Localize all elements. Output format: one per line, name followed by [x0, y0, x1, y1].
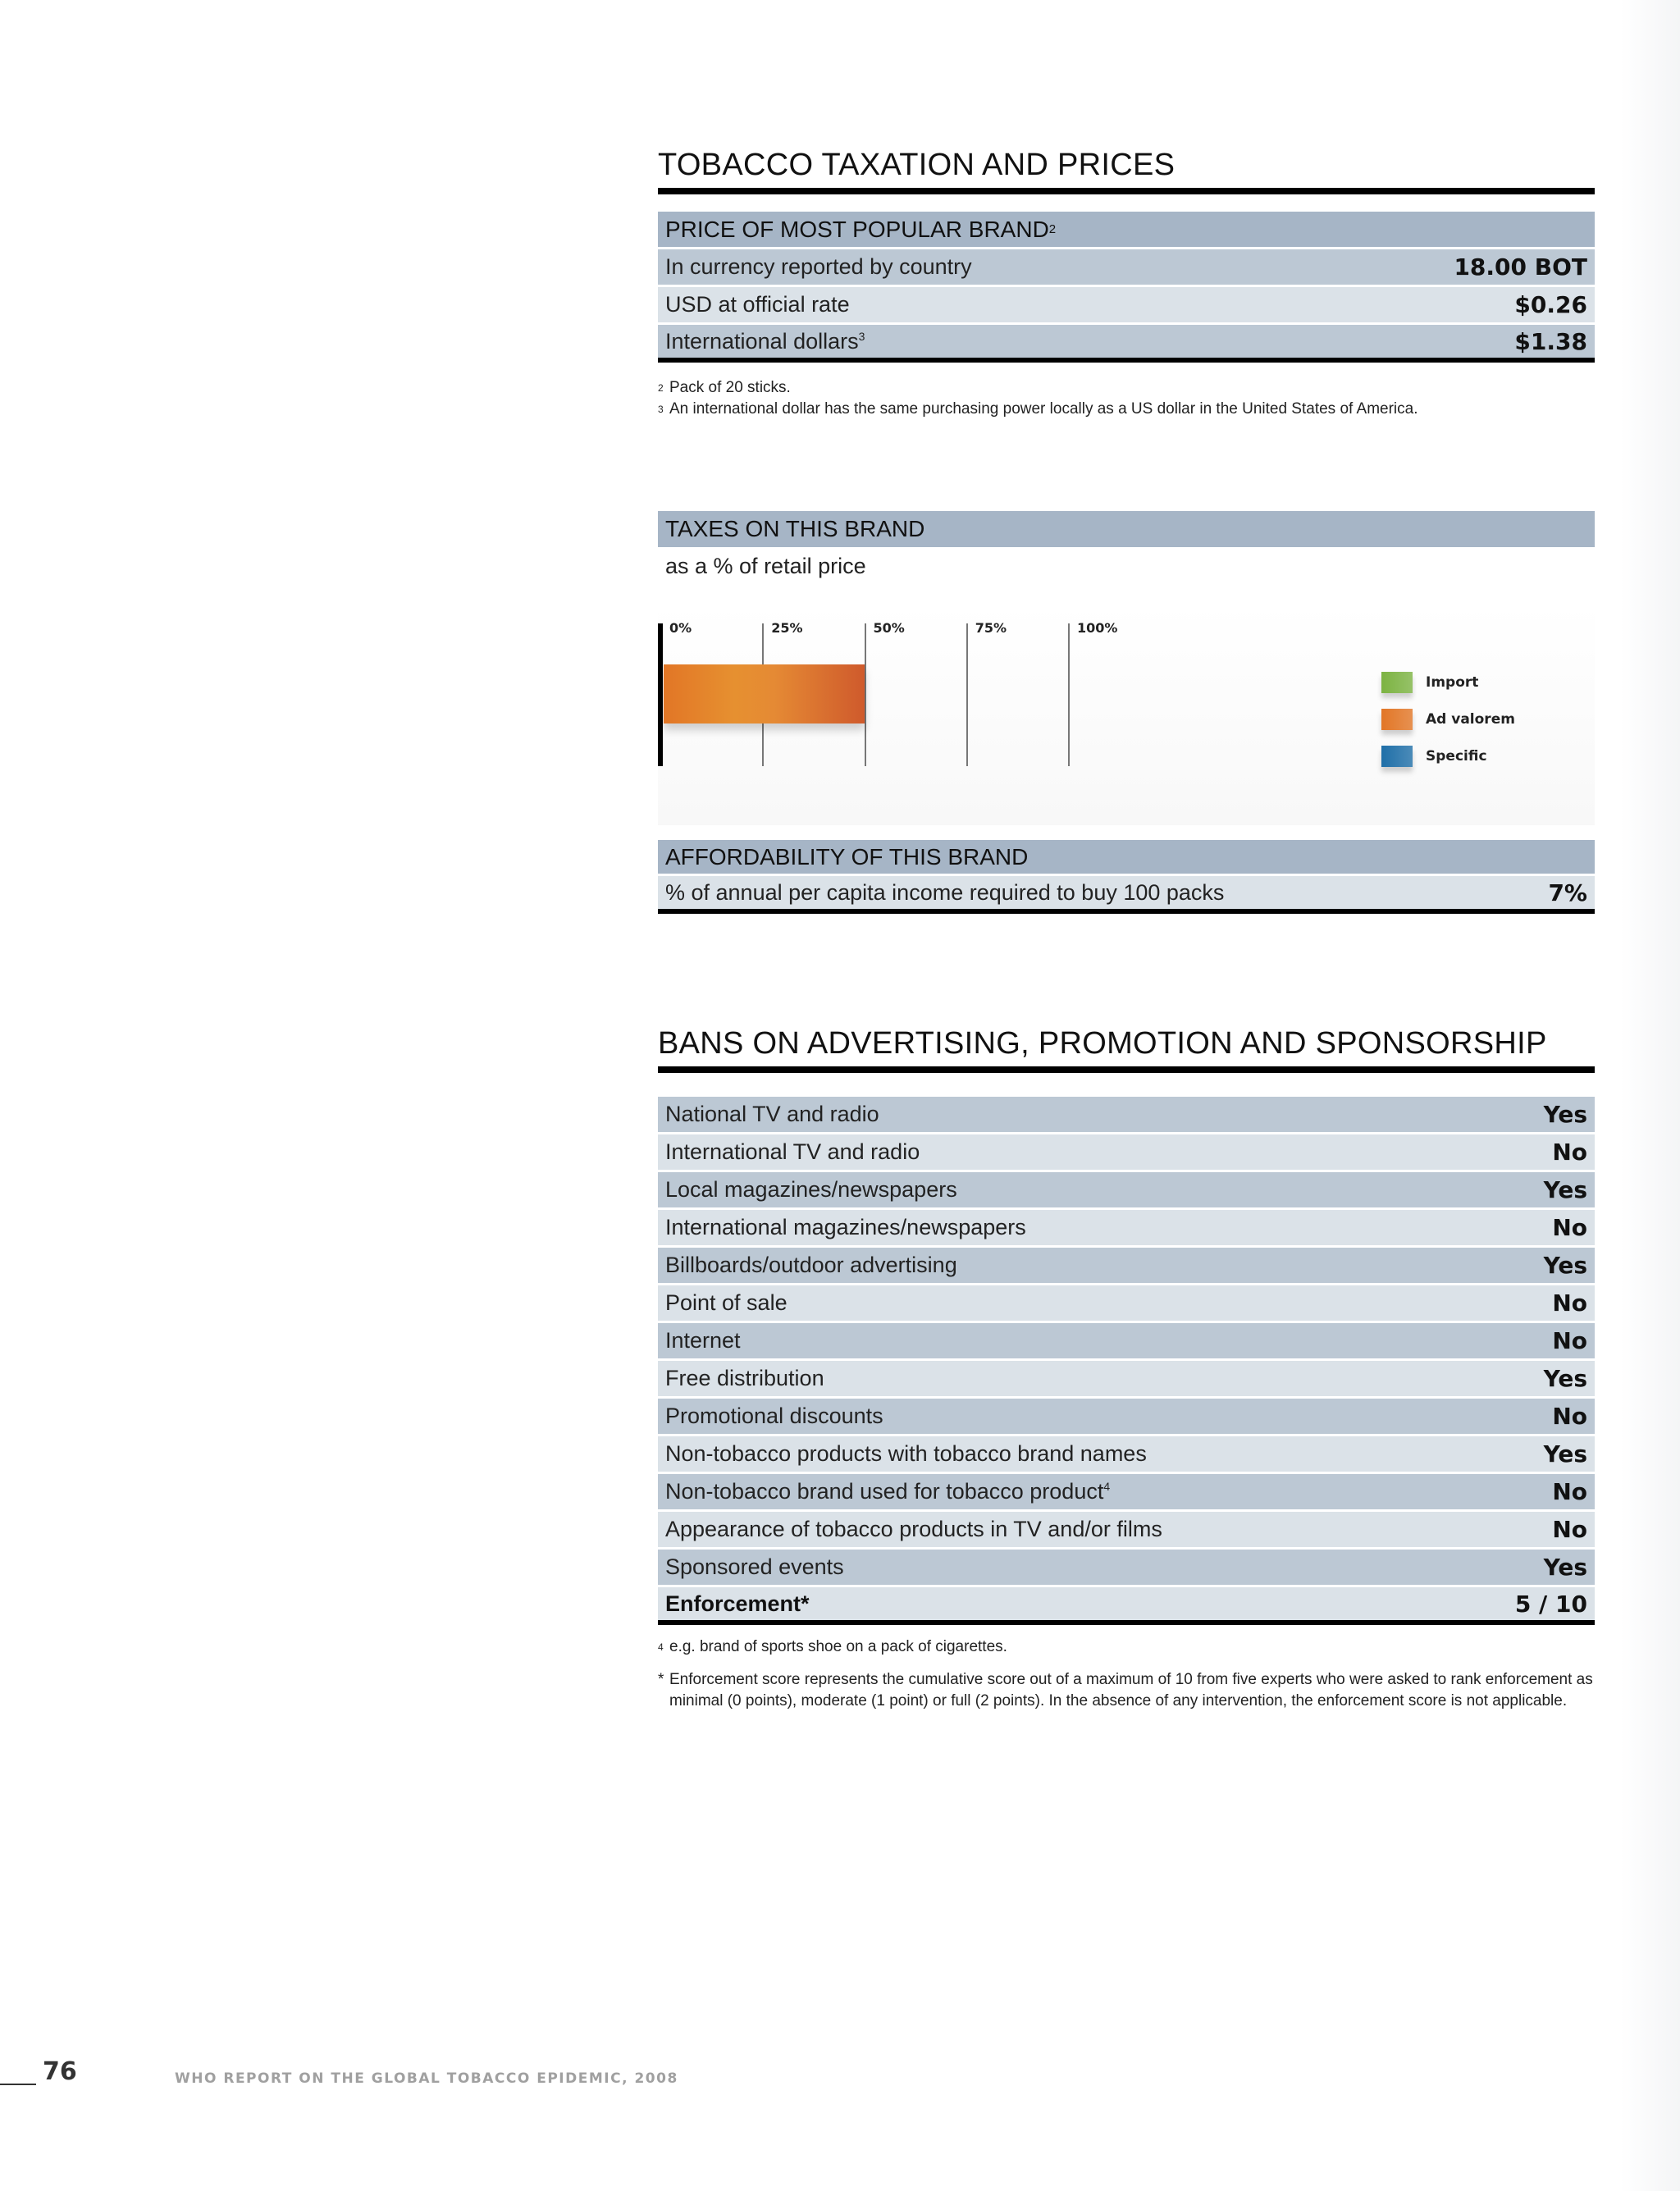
tick-label: 25% — [771, 620, 803, 636]
table-row — [658, 1172, 1595, 1210]
page-edge-shade — [1620, 0, 1680, 2191]
taxes-subheader: as a % of retail price — [665, 554, 866, 578]
price-header-sup: 2 — [1048, 222, 1057, 236]
bans-footnotes — [658, 1636, 1595, 1712]
legend-swatch — [1381, 709, 1413, 730]
footnote: 4 e.g. brand of sports shoe on a pack of cigarettes. — [658, 1638, 1007, 1655]
bans-section — [658, 1026, 1595, 1712]
table-row — [658, 1323, 1595, 1361]
tick-line — [966, 623, 968, 766]
table-row — [658, 1399, 1595, 1436]
row-value: Yes — [1543, 1440, 1587, 1468]
footnote: * Enforcement score represents the cumulative score out of a maximum of 10 from five experts who were asked to rank enforcement as minimal (0 points), moderate (1 point) or full (2 points). In the absence of any intervention, the enforcement score is not applicable. — [658, 1671, 1593, 1709]
page-number: 76 — [43, 2057, 77, 2086]
table-row — [658, 1474, 1595, 1512]
row-label: National TV and radio — [665, 1102, 879, 1126]
row-label: Non-tobacco brand used for tobacco product$^4$ — [665, 1479, 1111, 1504]
legend-label: Import — [1426, 674, 1479, 691]
row-label: Internet — [665, 1328, 741, 1353]
table-row — [658, 287, 1595, 325]
tick-label: 0% — [669, 620, 692, 636]
row-label: In currency reported by country — [665, 254, 972, 279]
row-value: 7% — [1548, 879, 1587, 906]
tick-line — [865, 623, 866, 766]
page-rule — [0, 2084, 36, 2085]
table-row — [658, 1097, 1595, 1134]
price-table-header — [658, 212, 1595, 249]
tick-label: 100% — [1077, 620, 1118, 636]
chart-baseline — [658, 623, 663, 766]
legend-label: Specific — [1426, 748, 1487, 765]
row-value: 18.00 BOT — [1454, 253, 1587, 281]
table-row — [658, 1134, 1595, 1172]
row-label: Billboards/outdoor advertising — [665, 1253, 957, 1277]
row-value: No — [1552, 1289, 1587, 1317]
footnote: 2 Pack of 20 sticks. — [658, 379, 791, 396]
running-title: WHO REPORT ON THE GLOBAL TOBACCO EPIDEMIC, 2008 — [175, 2070, 678, 2087]
row-value: Yes — [1543, 1365, 1587, 1392]
row-value: No — [1552, 1516, 1587, 1543]
row-value: $0.26 — [1514, 291, 1587, 318]
table-row — [658, 1436, 1595, 1474]
row-label: International TV and radio — [665, 1139, 920, 1164]
table-row — [658, 1248, 1595, 1285]
taxation-title: TOBACCO TAXATION AND PRICES — [658, 148, 1595, 194]
legend-label: Ad valorem — [1426, 711, 1515, 728]
bans-title: BANS ON ADVERTISING, PROMOTION AND SPONSORSHIP — [658, 1026, 1595, 1073]
row-value: Yes — [1543, 1252, 1587, 1279]
row-value: Yes — [1543, 1176, 1587, 1203]
table-row — [658, 1550, 1595, 1587]
row-value: Yes — [1543, 1101, 1587, 1128]
legend-swatch — [1381, 746, 1413, 767]
table-row — [658, 1285, 1595, 1323]
taxes-section — [658, 511, 1595, 579]
row-value: 5 / 10 — [1514, 1590, 1587, 1618]
row-label: USD at official rate — [665, 292, 850, 317]
row-value: No — [1552, 1214, 1587, 1241]
row-label: % of annual per capita income required to buy 100 packs — [665, 879, 1225, 905]
row-value: $1.38 — [1514, 327, 1587, 355]
table-row — [658, 249, 1595, 287]
price-header-label: PRICE OF MOST POPULAR BRAND — [665, 216, 1049, 242]
row-label: Appearance of tobacco products in TV and/or films — [665, 1517, 1162, 1541]
tick-label: 75% — [975, 620, 1007, 636]
bar-ad-valorem — [664, 664, 865, 723]
table-row — [658, 1210, 1595, 1248]
table-row — [658, 1361, 1595, 1399]
row-label: Local magazines/newspapers — [665, 1177, 957, 1202]
row-label: Promotional discounts — [665, 1404, 883, 1428]
row-value: No — [1552, 1139, 1587, 1166]
bans-table — [658, 1097, 1595, 1625]
tick-line — [1068, 623, 1070, 766]
row-value: No — [1552, 1327, 1587, 1354]
row-label: Enforcement* — [665, 1591, 810, 1616]
row-label: Point of sale — [665, 1290, 788, 1315]
affordability-section — [658, 840, 1595, 914]
table-row — [658, 325, 1595, 363]
table-row — [658, 1512, 1595, 1550]
price-table — [658, 212, 1595, 363]
row-label: Free distribution — [665, 1366, 824, 1390]
taxes-chart — [658, 604, 1595, 825]
row-label: International dollars$^3$ — [665, 328, 865, 354]
row-label: Sponsored events — [665, 1554, 844, 1579]
tick-label: 50% — [873, 620, 905, 636]
taxation-section — [658, 148, 1595, 420]
taxes-header: TAXES ON THIS BRAND — [658, 511, 1595, 547]
legend-swatch — [1381, 672, 1413, 693]
row-value: No — [1552, 1478, 1587, 1505]
footnote: 3 An international dollar has the same purchasing power locally as a US dollar in the United States of America. — [658, 400, 1418, 418]
enforcement-row — [658, 1587, 1595, 1625]
table-row — [658, 876, 1595, 914]
row-value: No — [1552, 1403, 1587, 1430]
row-label: International magazines/newspapers — [665, 1215, 1026, 1239]
row-label: Non-tobacco products with tobacco brand names — [665, 1441, 1147, 1466]
affordability-header: AFFORDABILITY OF THIS BRAND — [658, 840, 1595, 876]
price-footnotes — [658, 377, 1595, 420]
row-value: Yes — [1543, 1554, 1587, 1581]
